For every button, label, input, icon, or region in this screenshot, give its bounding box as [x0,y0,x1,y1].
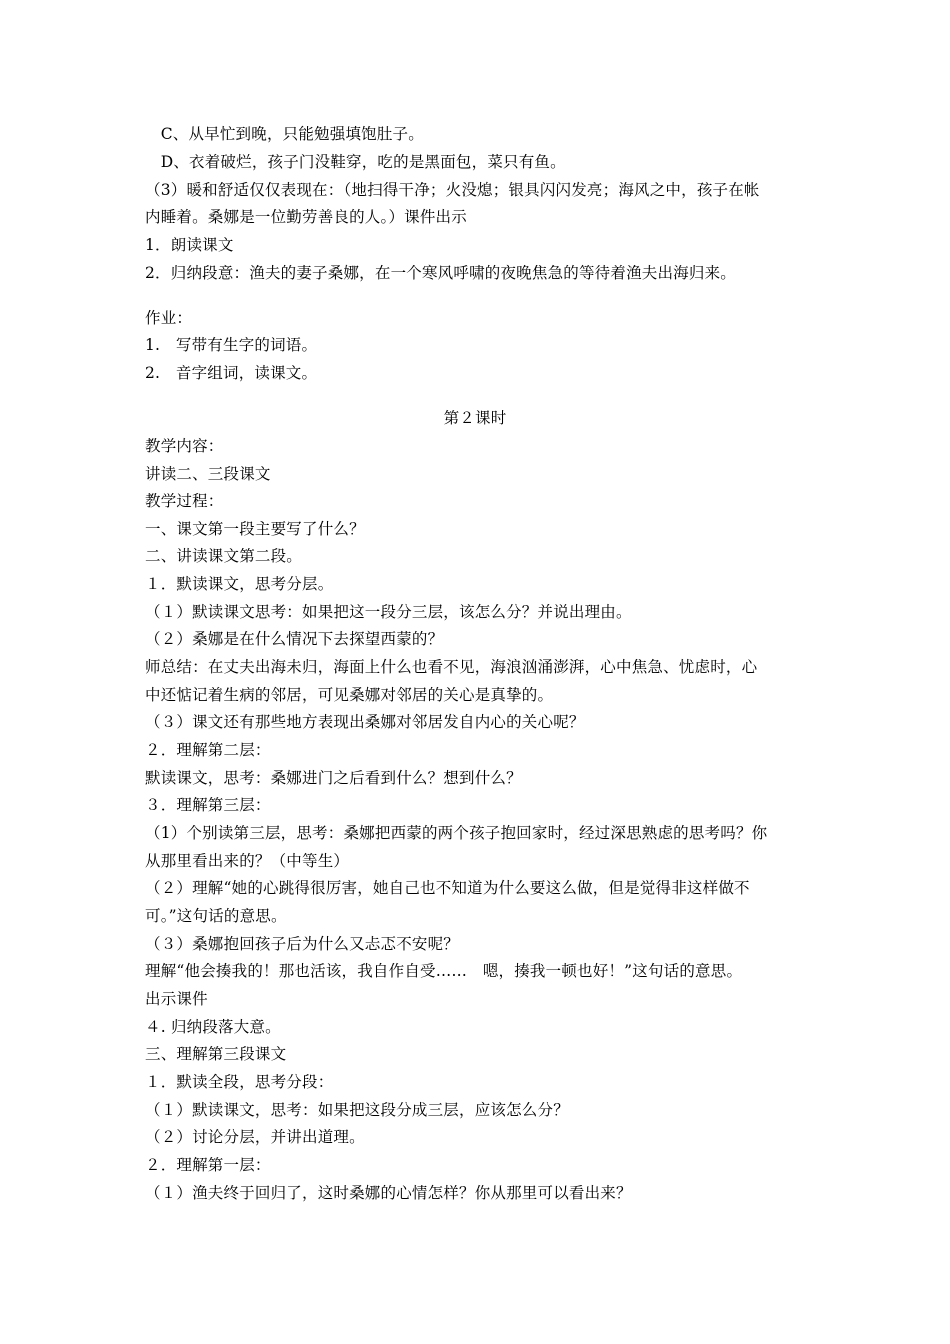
step-line: 1．朗读课文 [145,236,234,254]
paragraph-line: 内睡着。桑娜是一位勤劳善良的人。）课件出示 [145,208,467,226]
body-line: （１）默读课文思考：如果把这一段分三层，该怎么分？并说出理由。 [145,603,632,621]
body-line: 出示课件 [145,990,208,1008]
homework-heading: 作业： [145,309,193,327]
body-line: 二、讲读课文第二段。 [145,547,303,565]
body-line: 三、理解第三段课文 [145,1045,287,1063]
homework-item: 2. 音字组词，读课文。 [145,364,318,382]
paragraph-line: （3）暖和舒适仅仅表现在：（地扫得干净；火没熄；银具闪闪发亮；海风之中，孩子在帐 [145,181,760,199]
body-line: （３）桑娜抱回孩子后为什么又忐忑不安呢？ [145,935,460,953]
section-title: 第２课时 [443,409,507,427]
body-line: 默读课文，思考：桑娜进门之后看到什么？想到什么？ [145,769,522,787]
homework-item: 1. 写带有生字的词语。 [145,336,318,354]
body-line: （２）理解“她的心跳得很厉害，她自己也不知道为什么要这么做，但是觉得非这样做不 [145,879,750,897]
body-line: （１）默读课文，思考：如果把这段分成三层，应该怎么分？ [145,1101,569,1119]
answer-option-d: D、衣着破烂，孩子门没鞋穿，吃的是黑面包，菜只有鱼。 [145,153,566,171]
body-line: （1）个别读第三层，思考：桑娜把西蒙的两个孩子抱回家时，经过深思熟虑的思考吗？你 [145,824,768,842]
body-line: １．默读全段，思考分段： [145,1073,334,1091]
body-line: （２）讨论分层，并讲出道理。 [145,1128,365,1146]
body-line: （１）渔夫终于回归了，这时桑娜的心情怎样？你从那里可以看出来？ [145,1184,632,1202]
body-line: ２．理解第一层： [145,1156,271,1174]
body-line: １．默读课文，思考分层。 [145,575,334,593]
body-line: 一、课文第一段主要写了什么？ [145,520,365,538]
body-line: 中还惦记着生病的邻居，可见桑娜对邻居的关心是真挚的。 [145,686,554,704]
body-line: 师总结：在丈夫出海未归，海面上什么也看不见，海浪汹涌澎湃，心中焦急、忧虑时，心 [145,658,758,676]
body-line: 可。”这句话的意思。 [145,907,287,925]
step-line: 2．归纳段意：渔夫的妻子桑娜，在一个寒风呼啸的夜晚焦急的等待着渔夫出海归来。 [145,264,736,282]
body-line: （３）课文还有那些地方表现出桑娜对邻居发自内心的关心呢？ [145,713,585,731]
body-line: 教学过程： [145,492,224,510]
body-line: 理解“他会揍我的！那也活该，我自作自受…… 嗯，揍我一顿也好！”这句话的意思。 [145,962,743,980]
body-line: 讲读二、三段课文 [145,465,271,483]
body-line: ３．理解第三层： [145,796,271,814]
answer-option-c: C、从早忙到晚，只能勉强填饱肚子。 [145,125,424,143]
body-line: 从那里看出来的？（中等生） [145,852,350,870]
body-line: 教学内容： [145,437,224,455]
body-line: ２．理解第二层： [145,741,271,759]
body-line: （２）桑娜是在什么情况下去探望西蒙的？ [145,630,444,648]
body-line: ４. 归纳段落大意。 [145,1018,281,1036]
